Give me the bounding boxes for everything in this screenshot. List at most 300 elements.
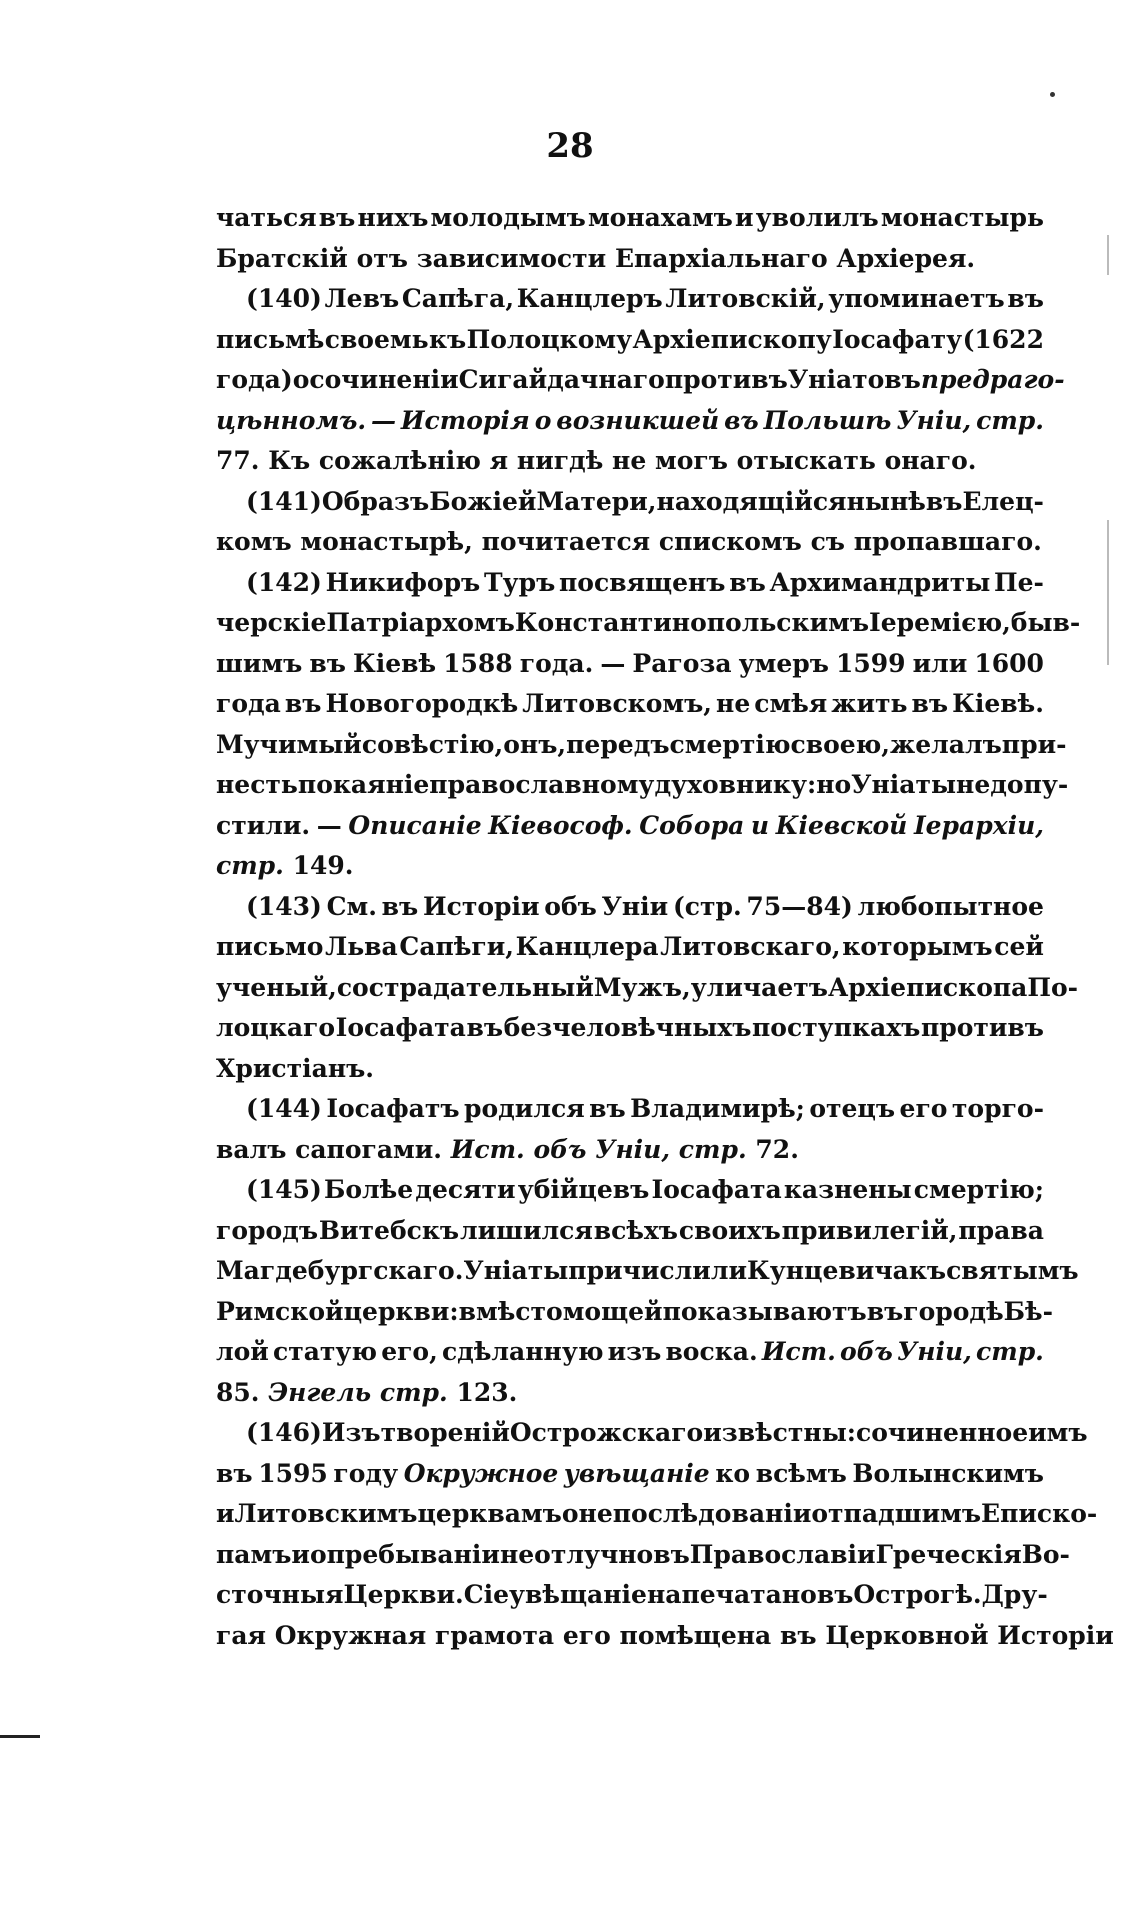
- word: онаго.: [884, 446, 977, 475]
- word: Левъ: [324, 284, 400, 313]
- word: Уніатовъ: [787, 365, 921, 394]
- word: Окружная: [274, 1620, 427, 1650]
- word: См.: [326, 891, 377, 921]
- word: (143): [246, 891, 322, 921]
- word: о: [561, 1499, 579, 1528]
- word: умеръ: [738, 648, 829, 678]
- word: отъ: [356, 243, 408, 273]
- word: сожалѣнію: [318, 446, 481, 475]
- word: Дру-: [981, 1580, 1048, 1609]
- word: духовнику:: [654, 770, 817, 799]
- word: Новогородкѣ: [325, 689, 519, 718]
- word: родился: [463, 1094, 585, 1123]
- word: не: [716, 689, 751, 718]
- word: нигдѣ: [516, 446, 604, 475]
- word: 149.: [292, 851, 354, 880]
- word: и: [291, 1539, 310, 1569]
- word: городѣ: [903, 1296, 1004, 1326]
- word: смертію;: [913, 1175, 1044, 1204]
- word: уличаетъ: [690, 972, 828, 1002]
- word: монастырь: [880, 203, 1044, 232]
- word: отецъ: [809, 1094, 896, 1123]
- word: 75—84): [746, 891, 853, 921]
- word: посвященъ: [559, 567, 726, 597]
- text-line: [216, 1535, 1070, 1576]
- word: (141): [246, 486, 322, 516]
- word: Мужъ,: [593, 972, 691, 1002]
- word: Ист.: [761, 1337, 836, 1366]
- word: Кіевософ.: [488, 810, 633, 840]
- word: гая: [216, 1620, 266, 1650]
- word: Патріархомъ: [326, 608, 515, 637]
- word: 85.: [216, 1377, 260, 1407]
- word: въ: [724, 405, 759, 435]
- word: покаяніе: [297, 770, 430, 799]
- word: уволилъ: [755, 203, 879, 232]
- word: въ: [466, 1013, 504, 1042]
- word: о: [292, 365, 310, 394]
- word: Іосафата: [335, 1013, 466, 1042]
- text-line: [216, 684, 1044, 725]
- word: желалъ: [890, 729, 1002, 759]
- word: или: [912, 648, 968, 678]
- word: къ: [908, 1256, 947, 1285]
- text-line: [216, 644, 1044, 685]
- word: Уніи,: [896, 405, 972, 435]
- word: Сапѣга,: [401, 284, 515, 313]
- word: Льва: [325, 932, 398, 961]
- word: Уніи: [601, 891, 669, 921]
- word: могъ: [655, 446, 728, 475]
- word: въ: [911, 689, 949, 718]
- word: 1588: [443, 648, 513, 678]
- word: быв-: [1010, 608, 1081, 637]
- word: Іеремією,: [869, 608, 1011, 637]
- word: о: [309, 1539, 327, 1569]
- word: объ: [544, 891, 597, 921]
- text-line: [216, 603, 1081, 644]
- word: убійцевъ: [517, 1175, 650, 1204]
- word: 1595: [258, 1458, 328, 1488]
- word: о: [534, 405, 552, 435]
- word: православному: [429, 770, 655, 799]
- word: при-: [1001, 729, 1067, 759]
- text-line: [216, 806, 1044, 847]
- text-line: [216, 1211, 1044, 1252]
- word: Церкви.: [343, 1580, 464, 1609]
- word: Епархіальнаго: [614, 243, 828, 273]
- word: Іерархіи,: [913, 810, 1044, 840]
- word: и: [750, 810, 770, 840]
- word: изъ: [607, 1337, 662, 1366]
- word: валъ: [216, 1134, 287, 1164]
- word: въ: [729, 567, 766, 597]
- word: нихъ: [357, 203, 429, 232]
- word: Витебскъ: [318, 1215, 460, 1245]
- word: показываютъ: [662, 1296, 867, 1326]
- text-line: [216, 239, 1044, 280]
- text-line: [216, 401, 1044, 442]
- word: смертію: [669, 729, 791, 759]
- word: Образъ: [321, 486, 430, 516]
- word: ко: [715, 1458, 751, 1488]
- word: находящійся: [656, 486, 847, 516]
- word: въ: [816, 1580, 854, 1609]
- word: въ: [1007, 284, 1044, 313]
- word: (140): [246, 284, 322, 313]
- word: монахамъ: [587, 203, 733, 232]
- word: Энгель: [268, 1377, 372, 1407]
- word: въ: [653, 1539, 690, 1569]
- word: стр.: [976, 1337, 1044, 1366]
- word: святымъ: [946, 1256, 1079, 1285]
- word: По-: [1027, 972, 1079, 1002]
- word: объ: [533, 1134, 587, 1164]
- word: объ: [839, 1337, 893, 1366]
- word: цѣнномъ.: [216, 405, 367, 435]
- word: Канцлера: [515, 932, 659, 961]
- text-line: [216, 846, 1044, 887]
- word: лоцкаго: [216, 1013, 336, 1042]
- word: въ: [381, 891, 419, 921]
- text-line: [216, 1008, 1044, 1049]
- word: отпадшимъ: [811, 1499, 982, 1528]
- text-line: [216, 1251, 1079, 1292]
- word: упоминаетъ: [828, 284, 1005, 313]
- word: —: [600, 648, 626, 678]
- paragraph-note-141: [216, 482, 1044, 563]
- word: Христіанъ.: [216, 1053, 375, 1083]
- word: (144): [246, 1094, 322, 1123]
- text-line: [216, 1292, 1053, 1333]
- text-line: [216, 765, 1069, 806]
- word: отыскать: [736, 446, 876, 475]
- text-line: [216, 522, 1044, 563]
- word: сдѣланную: [441, 1337, 604, 1366]
- word: комъ: [216, 527, 292, 556]
- text-line: [216, 1332, 1044, 1373]
- word: пропавшаго.: [853, 527, 1042, 556]
- text-line: [216, 1049, 1044, 1090]
- word: сочиненное: [855, 1418, 1029, 1447]
- word: онъ,: [503, 729, 567, 759]
- word: монастырѣ,: [300, 527, 473, 556]
- word: въ: [216, 1458, 253, 1488]
- word: Православіи: [689, 1539, 876, 1569]
- word: 123.: [456, 1377, 518, 1407]
- word: 1600: [974, 648, 1044, 678]
- word: 72.: [755, 1134, 799, 1164]
- word: сострадательный: [336, 972, 594, 1002]
- word: Изъ: [321, 1418, 381, 1447]
- word: Константинопольскимъ: [514, 608, 870, 637]
- word: Кіевѣ.: [952, 689, 1044, 718]
- word: Іосафата: [651, 1175, 782, 1204]
- word: казнены: [783, 1175, 912, 1204]
- word: Бѣ-: [1003, 1296, 1053, 1326]
- word: —: [371, 405, 397, 435]
- text-line: [216, 482, 1044, 523]
- word: его,: [381, 1337, 438, 1366]
- word: Божіей: [429, 486, 537, 516]
- text-line: [216, 1494, 1098, 1535]
- word: напечатано: [646, 1580, 817, 1609]
- text-line: [216, 198, 1044, 239]
- word: жить: [831, 689, 908, 718]
- word: я: [489, 446, 509, 475]
- page-number: 28: [546, 126, 594, 166]
- text-line: [216, 360, 1065, 401]
- word: но: [816, 770, 852, 799]
- paragraph-note-146: [216, 1413, 1114, 1656]
- word: передъ: [566, 729, 670, 759]
- word: черскіе: [216, 608, 327, 637]
- word: въ: [925, 486, 963, 516]
- word: стр.: [379, 1377, 448, 1407]
- word: любопытное: [857, 891, 1044, 921]
- text-line: [216, 1575, 1048, 1616]
- word: противъ: [664, 365, 788, 394]
- word: противъ: [920, 1013, 1044, 1042]
- word: (1622: [962, 324, 1044, 354]
- word: Уніи,: [595, 1134, 671, 1164]
- word: года: [216, 689, 281, 718]
- word: и: [216, 1499, 235, 1528]
- word: предраго-: [920, 365, 1065, 394]
- paragraph-note-142: [216, 563, 1081, 887]
- word: Литовскаго,: [660, 932, 841, 961]
- word: не: [956, 770, 991, 799]
- word: года.: [519, 648, 594, 678]
- word: и: [734, 203, 754, 232]
- word: Греческія: [875, 1539, 1022, 1569]
- word: Исторія: [400, 405, 530, 435]
- word: его: [562, 1620, 611, 1650]
- word: (стр.: [672, 891, 742, 921]
- word: письмо: [216, 932, 324, 961]
- word: Острогѣ.: [853, 1580, 982, 1609]
- word: своемь: [324, 324, 429, 354]
- word: въ: [318, 203, 356, 232]
- word: церквамъ: [417, 1499, 562, 1528]
- text-line: [216, 968, 1079, 1009]
- word: привилегій,: [781, 1215, 958, 1245]
- word: Архіепископу: [632, 324, 832, 354]
- word: Братскій: [216, 243, 348, 273]
- text-line: [216, 279, 1044, 320]
- word: Владимирѣ;: [630, 1094, 805, 1123]
- word: письмѣ: [216, 324, 325, 354]
- word: Никифоръ: [325, 567, 481, 597]
- word: не: [612, 446, 647, 475]
- text-line: [216, 320, 1044, 361]
- text-line: [216, 927, 1044, 968]
- word: Описаніе: [348, 810, 482, 840]
- word: торго-: [951, 1094, 1044, 1123]
- word: десяти: [415, 1175, 516, 1204]
- word: которымъ: [842, 932, 993, 961]
- word: въ: [284, 689, 322, 718]
- word: своихъ: [678, 1215, 781, 1245]
- word: Литовскій,: [665, 284, 826, 313]
- word: церкви:: [343, 1296, 459, 1326]
- text-line: [216, 1616, 1114, 1657]
- word: грамота: [435, 1620, 555, 1650]
- word: Пе-: [994, 567, 1044, 597]
- word: Кіевской: [775, 810, 908, 840]
- word: Римской: [216, 1296, 344, 1326]
- word: несть: [216, 770, 298, 799]
- word: Архіепископа: [827, 972, 1028, 1002]
- word: извѣстны:: [703, 1418, 856, 1447]
- word: чаться: [216, 203, 317, 232]
- word: Болѣе: [323, 1175, 414, 1204]
- paragraph-note-145: [216, 1170, 1079, 1413]
- word: къ: [428, 324, 467, 354]
- word: возникшей: [556, 405, 720, 435]
- word: лишился: [459, 1215, 593, 1245]
- word: Іосафату: [832, 324, 963, 354]
- word: сапогами.: [295, 1134, 442, 1164]
- word: поступкахъ: [752, 1013, 921, 1042]
- paragraph-note-143: [216, 887, 1079, 1090]
- word: Къ: [268, 446, 311, 475]
- word: воска.: [665, 1337, 758, 1366]
- word: мощей: [562, 1296, 663, 1326]
- word: (146): [246, 1418, 322, 1447]
- word: его: [899, 1094, 948, 1123]
- word: стили.: [216, 810, 311, 840]
- paragraph-note-140: [216, 279, 1065, 482]
- word: сточныя: [216, 1580, 344, 1609]
- margin-mark: [1107, 520, 1109, 665]
- word: увѣщаніе: [509, 1580, 647, 1609]
- word: всѣмъ: [755, 1458, 847, 1488]
- edge-dash: [0, 1735, 40, 1738]
- word: неотлучно: [499, 1539, 654, 1569]
- word: Сигайдачнаго: [458, 365, 665, 394]
- word: своею,: [790, 729, 891, 759]
- word: безчеловѣчныхъ: [503, 1013, 752, 1042]
- word: непослѣдованіи: [578, 1499, 812, 1528]
- word: Собора: [639, 810, 745, 840]
- word: въ: [309, 648, 346, 678]
- word: статую: [273, 1337, 378, 1366]
- text-line: [216, 725, 1067, 766]
- word: въ: [780, 1620, 817, 1650]
- word: Исторіи: [422, 891, 540, 921]
- paragraph-note-144: [216, 1089, 1044, 1170]
- word: стр.: [678, 1134, 747, 1164]
- word: Мучимый: [216, 729, 362, 759]
- word: твореній: [380, 1418, 510, 1447]
- word: стр.: [976, 405, 1044, 435]
- word: 1599: [835, 648, 906, 678]
- word: пребываніи: [326, 1539, 500, 1569]
- margin-mark: [1107, 235, 1109, 275]
- word: Кунцевича: [747, 1256, 909, 1285]
- word: Ист.: [450, 1134, 525, 1164]
- text-line: [216, 1089, 1044, 1130]
- word: ученый,: [216, 972, 337, 1002]
- word: Сіе: [463, 1580, 510, 1609]
- word: Исторіи: [997, 1620, 1114, 1650]
- word: Волынскимъ: [852, 1458, 1044, 1488]
- word: допу-: [990, 770, 1069, 799]
- word: Канцлеръ: [516, 284, 663, 313]
- text-line: [216, 441, 1044, 482]
- word: лой: [216, 1337, 269, 1366]
- word: Іосафатъ: [326, 1094, 460, 1123]
- word: вмѣсто: [458, 1296, 563, 1326]
- word: году: [333, 1458, 399, 1488]
- word: Архимандриты: [769, 567, 991, 597]
- word: Уніаты: [851, 770, 957, 799]
- word: —: [316, 810, 342, 840]
- word: Литовскомъ,: [522, 689, 712, 718]
- word: совѣстію,: [361, 729, 504, 759]
- word: съ: [810, 527, 845, 556]
- text-line: [216, 1170, 1044, 1211]
- word: причислили: [568, 1256, 747, 1285]
- word: зависимости: [416, 243, 607, 273]
- word: увѣщаніе: [563, 1458, 710, 1488]
- word: въ: [589, 1094, 626, 1123]
- word: Полоцкому: [466, 324, 633, 354]
- word: смѣя: [754, 689, 828, 718]
- margin-dot: [1050, 92, 1055, 97]
- word: Елец-: [962, 486, 1044, 516]
- text-block: [216, 198, 1114, 1656]
- paragraph-p139-cont: [216, 198, 1044, 279]
- word: Архіерея.: [836, 243, 976, 273]
- word: городъ: [216, 1215, 318, 1245]
- word: Уніи,: [897, 1337, 972, 1366]
- word: Кіевѣ: [352, 648, 437, 678]
- word: Еписко-: [981, 1499, 1098, 1528]
- word: Литовскимъ: [234, 1499, 418, 1528]
- word: памъ: [216, 1539, 292, 1569]
- word: Матери,: [536, 486, 657, 516]
- word: въ: [866, 1296, 904, 1326]
- text-line: [216, 1373, 1044, 1414]
- word: стр.: [216, 851, 284, 880]
- word: 77.: [216, 446, 260, 475]
- word: Острожскаго: [509, 1418, 704, 1447]
- word: всѣхъ: [593, 1215, 678, 1245]
- word: года): [216, 365, 293, 394]
- word: имъ: [1028, 1418, 1088, 1447]
- text-line: [216, 563, 1044, 604]
- word: (145): [246, 1175, 322, 1204]
- word: сей: [994, 932, 1044, 961]
- word: помѣщена: [619, 1620, 772, 1650]
- word: сочиненіи: [309, 365, 459, 394]
- word: Церковной: [825, 1620, 989, 1650]
- word: (142): [246, 567, 322, 597]
- word: Туръ: [483, 567, 556, 597]
- word: Польшѣ: [763, 405, 892, 435]
- word: спискомъ: [658, 527, 802, 556]
- word: Уніаты: [463, 1256, 569, 1285]
- word: шимъ: [216, 648, 303, 678]
- word: молодымъ: [430, 203, 586, 232]
- text-line: [216, 887, 1044, 928]
- word: почитается: [481, 527, 651, 556]
- word: права: [958, 1215, 1044, 1245]
- text-line: [216, 1413, 1088, 1454]
- word: Во-: [1021, 1539, 1070, 1569]
